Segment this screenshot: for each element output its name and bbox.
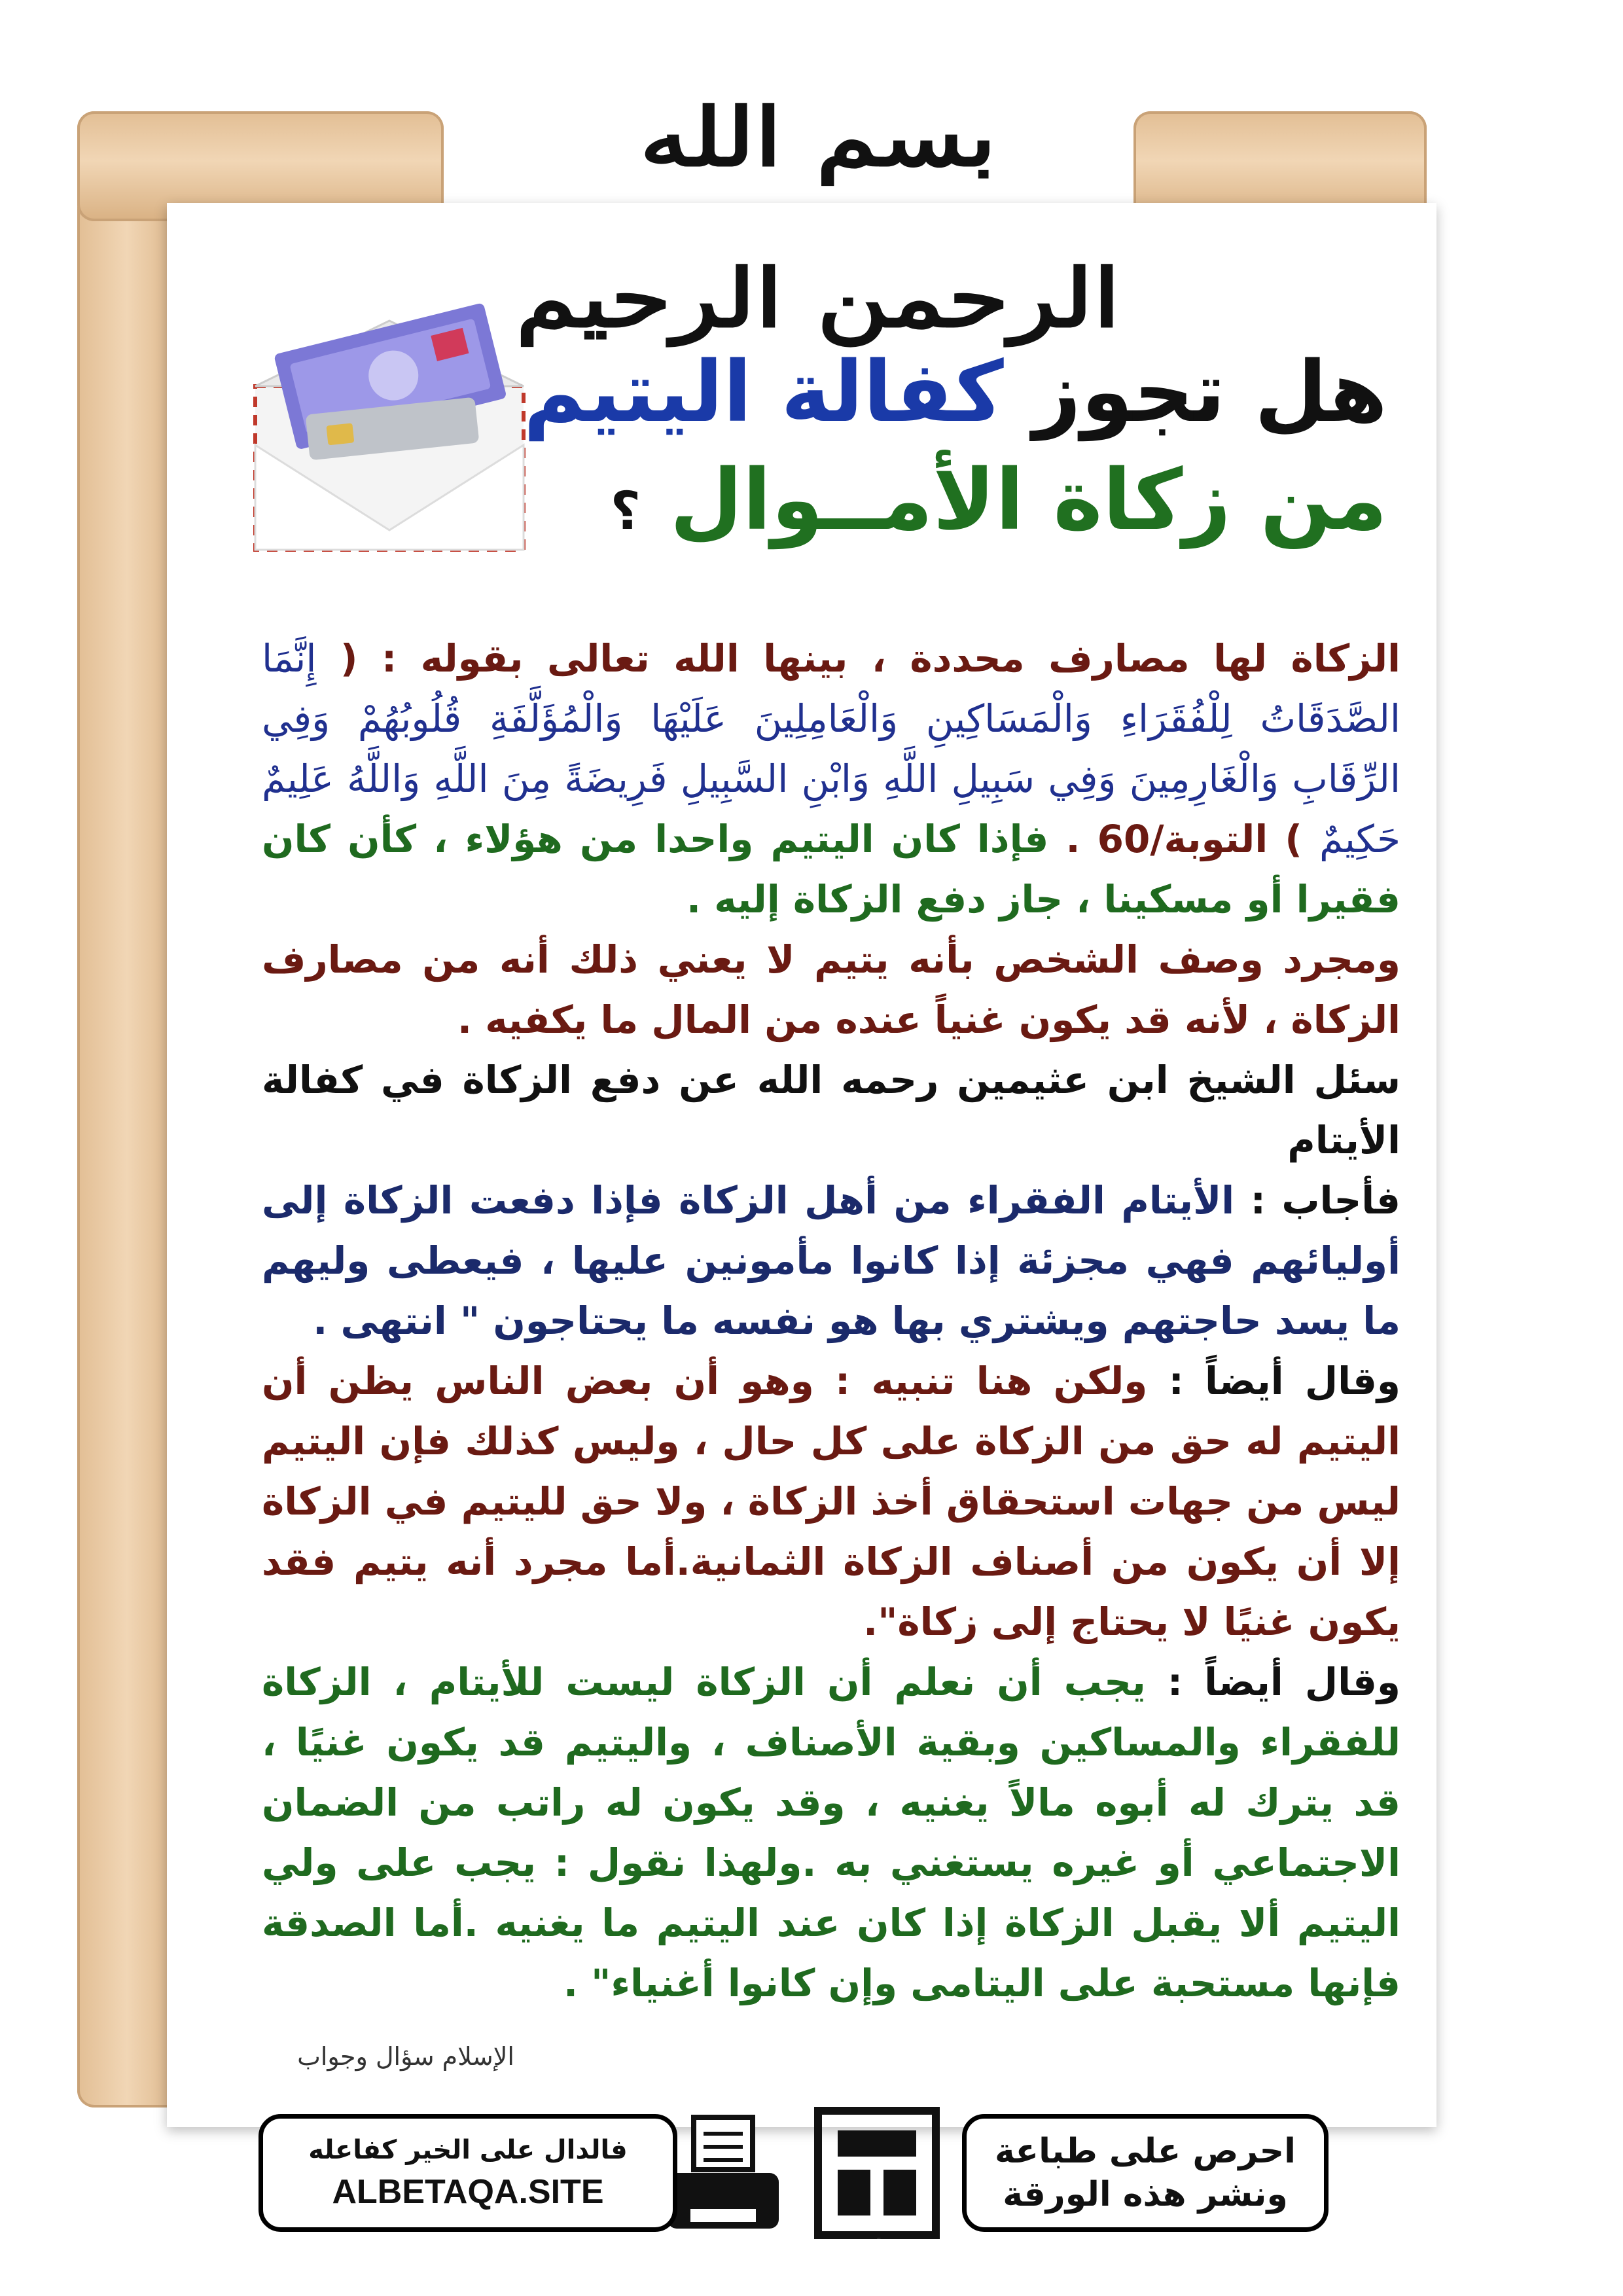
printer-icon	[658, 2111, 789, 2242]
article-body	[262, 628, 1400, 2013]
p4-lead: فأجاب :	[1250, 1178, 1401, 1223]
paragraph-6	[262, 1652, 1400, 2013]
title-line-1	[523, 340, 1387, 445]
quran-verse: إِنَّمَا الصَّدَقَاتُ لِلْفُقَرَاءِ وَالْمَسَاكِينِ وَالْعَامِلِينَ عَلَيْهَا وَالْمُؤَلَّفَةِ قُلُوبُهُمْ وَفِي الرِّقَابِ وَالْغَارِمِينَ وَفِي سَبِيلِ اللَّهِ وَابْنِ السَّبِيلِ فَرِيضَةً مِنَ اللَّهِ وَاللَّهُ عَلِيمٌ حَكِيمٌ	[262, 636, 1400, 861]
logo-text: دعوتنا الورقة	[877, 2238, 881, 2239]
title-line-2	[610, 445, 1387, 567]
source-credit: الإسلام سؤال وجواب	[297, 2042, 514, 2071]
footer-right-line-1: احرص على طباعة	[995, 2132, 1296, 2171]
logo-icon	[812, 2104, 942, 2242]
basmala-calligraphy: بسم الله الرحمن الرحيم	[516, 90, 1120, 346]
p6-lead: وقال أيضاً :	[1167, 1660, 1400, 1704]
page-title	[523, 340, 1387, 567]
paragraph-1	[262, 628, 1400, 929]
title-part-2: كفالة اليتيم	[523, 344, 1004, 441]
footer-print-notice	[962, 2114, 1329, 2232]
envelope-money-icon	[249, 281, 530, 556]
paragraph-2: ومجرد وصف الشخص بأنه يتيم لا يعني ذلك أنه من مصارف الزكاة ، لأنه قد يكون غنياً عنده من المال ما يكفيه .	[262, 937, 1400, 1042]
title-part-1: هل تجوز	[1033, 344, 1387, 441]
verse-reference: ) التوبة/60 .	[1065, 817, 1302, 861]
p6-text: يجب أن نعلم أن الزكاة ليست للأيتام ، الزكاة للفقراء والمساكين وبقية الأصناف ، واليتيم قد يكون غنيًا ، قد يترك له أبوه مالاً يغنيه ، وقد يكون له راتب من الضمان الاجتماعي أو غيره يستغني به .ولهذا نقول : يجب على ولي اليتيم ألا يقبل الزكاة إذا كان عند اليتيم ما يغنيه .أما الصدقة فإنها مستحبة على اليتامى وإن كانوا أغنياء" .	[262, 1660, 1400, 2005]
p4-text: الأيتام الفقراء من أهل الزكاة فإذا دفعت الزكاة إلى أوليائهم فهي مجزئة إذا كانوا مأمونين عليها ، فيعطى وليهم ما يسد حاجتهم ويشتري بها هو نفسه ما يحتاجون " انتهى .	[262, 1178, 1400, 1343]
p1-intro: الزكاة لها مصارف محددة ، بينها الله تعالى بقوله : (	[340, 636, 1401, 681]
p5-text: ولكن هنا تنبيه : وهو أن بعض الناس يظن أن اليتيم له حق من الزكاة على كل حال ، وليس كذلك فإن اليتيم ليس من جهات استحقاق أخذ الزكاة ، ولا حق لليتيم في الزكاة إلا أن يكون من أصناف الزكاة الثمانية.أما مجرد أنه يتيم فقد يكون غنيًا لا يحتاج إلى زكاة".	[262, 1359, 1400, 1644]
site-url[interactable]: ALBETAQA.SITE	[332, 2173, 604, 2211]
paragraph-5	[262, 1351, 1400, 1652]
title-question-mark: ؟	[610, 480, 641, 541]
p5-lead: وقال أيضاً :	[1168, 1359, 1400, 1403]
paragraph-4	[262, 1170, 1400, 1351]
p1-continuation: فإذا كان اليتيم واحدا من هؤلاء ، كأن كان فقيرا أو مسكينا ، جاز دفع الزكاة إليه .	[262, 817, 1400, 922]
paragraph-3: سئل الشيخ ابن عثيمين رحمه الله عن دفع الزكاة في كفالة الأيتام	[262, 1058, 1400, 1162]
footer-site	[259, 2114, 677, 2232]
footer-right-line-2: ونشر هذه الورقة	[1003, 2175, 1288, 2214]
footer-left-line-1: فالدال على الخير كفاعله	[308, 2135, 628, 2165]
title-part-3: من زكاة الأمــوال	[669, 452, 1387, 549]
